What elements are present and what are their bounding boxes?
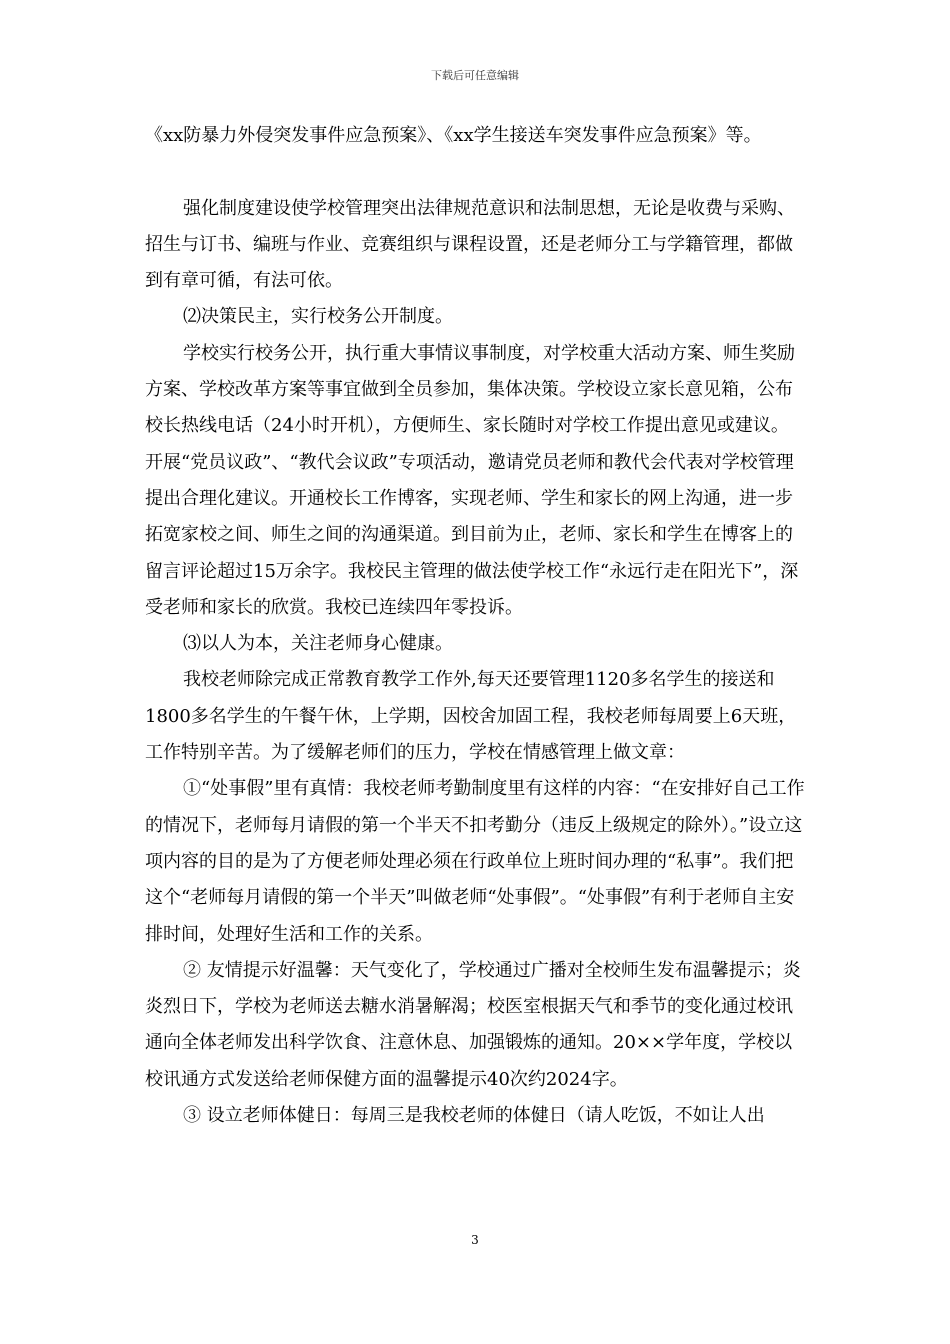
paragraph-personal-leave: ①“处事假”里有真情：我校老师考勤制度里有这样的内容：“在安排好自己工作的情况下，老师每月请假的第一个半天不扣考勤分（违反上级规定的除外）。”设立这项内容的目的是为了方便老师处理必须在行政单位上班时间办理的“私事”。我们把这个“老师每月请假的第一个半天”叫做老师“处事假”。“处事假”有利于老师自主安排时间，处理好生活和工作的关系。 xyxy=(145,778,805,945)
paragraph-open-school-affairs: 学校实行校务公开，执行重大事情议事制度，对学校重大活动方案、师生奖励方案、学校改革方案等事宜做到全员参加，集体决策。学校设立家长意见箱，公布校长热线电话（24小时开机），方便师生、家长随时对学校工作提出意见或建议。开展“党员议政”、“教代会议政”专项活动，邀请党员老师和教代会代表对学校管理提出合理化建议。开通校长工作博客，实现老师、学生和家长的网上沟通，进一步拓宽家校之间、师生之间的沟通渠道。到目前为止，老师、家长和学生在博客上的留言评论超过15万余字。我校民主管理的做法使学校工作“永远行走在阳光下”，深受老师和家长的欣赏。我校已连续四年零投诉。 xyxy=(145,342,799,618)
page-number: 3 xyxy=(471,1233,479,1247)
paragraph-list-ending: 《xx防暴力外侵突发事件应急预案》、《xx学生接送车突发事件应急预案》等。 xyxy=(145,125,762,146)
paragraph-institution-building: 强化制度建设使学校管理突出法律规范意识和法制思想，无论是收费与采购、招生与订书、编班与作业、竞赛组织与课程设置，还是老师分工与学籍管理，都做到有章可循，有法可依。 xyxy=(145,197,795,292)
section-heading-democratic-decision: ⑵决策民主，实行校务公开制度。 xyxy=(183,306,453,328)
blank-line xyxy=(145,154,805,190)
paragraph-health-day: ③ 设立老师体健日：每周三是我校老师的体健日（请人吃饭，不如让人出 xyxy=(183,1105,765,1127)
paragraph-warm-reminders: ② 友情提示好温馨：天气变化了，学校通过广播对全校师生发布温馨提示；炎炎烈日下，学校为老师送去糖水消暑解渴；校医室根据天气和季节的变化通过校讯通向全体老师发出科学饮食、注意休息、加强锻炼的通知。20××学年度，学校以校讯通方式发送给老师保健方面的温馨提示40次约2024字。 xyxy=(145,959,801,1090)
section-heading-people-oriented: ⑶以人为本，关注老师身心健康。 xyxy=(183,633,453,655)
document-body xyxy=(145,118,805,1134)
paragraph-teacher-workload: 我校老师除完成正常教育教学工作外,每天还要管理1120多名学生的接送和1800多名学生的午餐午休，上学期，因校舍加固工程，我校老师每周要上6天班，工作特别辛苦。为了缓解老师们的压力，学校在情感管理上做文章： xyxy=(145,669,797,764)
page-header: 下载后可任意编辑 xyxy=(431,69,519,82)
